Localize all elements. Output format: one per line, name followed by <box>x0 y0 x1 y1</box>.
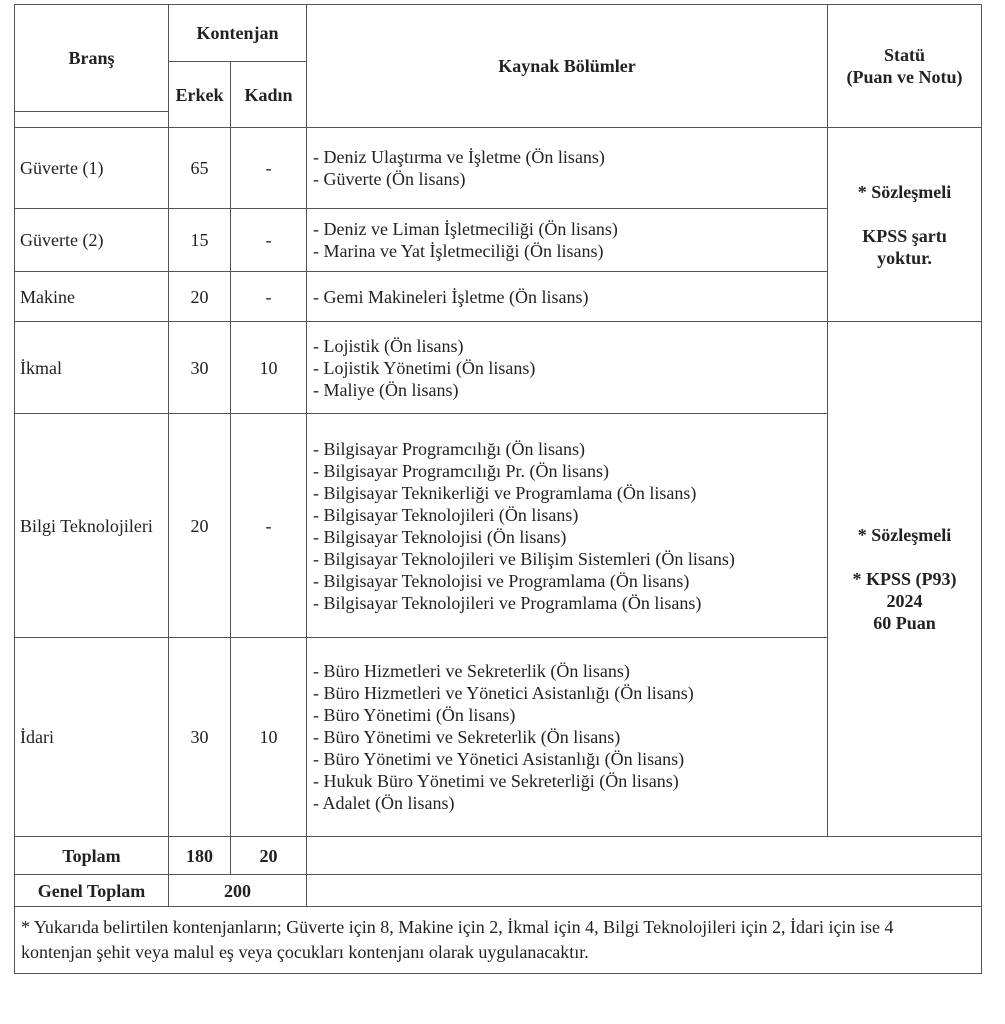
genel-toplam-empty <box>307 875 982 907</box>
source-item: - Büro Yönetimi ve Sekreterlik (Ön lisans) <box>313 727 621 747</box>
row-kadin: - <box>231 414 307 638</box>
status-2-line4: 60 Puan <box>873 613 936 633</box>
row-kadin: 10 <box>231 322 307 414</box>
row-erkek: 65 <box>169 128 231 209</box>
row-erkek: 20 <box>169 414 231 638</box>
source-item: - Büro Hizmetleri ve Sekreterlik (Ön lisans) <box>313 661 630 681</box>
source-item: - Bilgisayar Programcılığı Pr. (Ön lisans) <box>313 460 609 481</box>
row-kadin: - <box>231 272 307 322</box>
toplam-erkek: 180 <box>169 837 231 875</box>
source-item: - Güverte (Ön lisans) <box>313 169 466 189</box>
table-row <box>15 128 982 209</box>
row-sources <box>307 209 828 272</box>
row-sources <box>307 414 828 638</box>
source-item: - Büro Hizmetleri ve Yönetici Asistanlığı (Ön lisans) <box>313 683 694 703</box>
toplam-kadin: 20 <box>231 837 307 875</box>
source-item: - Büro Yönetimi ve Yönetici Asistanlığı (Ön lisans) <box>313 749 685 769</box>
row-kadin: 10 <box>231 638 307 837</box>
status-1-line1: * Sözleşmeli <box>857 181 952 202</box>
source-item: - Bilgisayar Teknolojileri ve Bilişim Sistemleri (Ön lisans) <box>313 548 735 569</box>
header-statu-line1: Statü <box>884 45 926 65</box>
source-item: - Marina ve Yat İşletmeciliği (Ön lisans) <box>313 241 604 261</box>
source-item: - Bilgisayar Programcılığı (Ön lisans) <box>313 438 585 459</box>
source-item: - Hukuk Büro Yönetimi ve Sekreterliği (Ön lisans) <box>313 771 679 791</box>
genel-toplam-value: 200 <box>169 875 307 907</box>
row-brans: Makine <box>15 272 169 322</box>
status-1-line2: KPSS şartı <box>862 225 947 246</box>
toplam-empty <box>307 837 982 875</box>
row-sources <box>307 322 828 414</box>
status-group-2 <box>828 322 982 837</box>
source-item: - Deniz ve Liman İşletmeciliği (Ön lisans) <box>313 219 618 239</box>
source-item: - Bilgisayar Teknolojileri ve Programlama (Ön lisans) <box>313 592 702 613</box>
source-item: - Gemi Makineleri İşletme (Ön lisans) <box>313 286 589 307</box>
genel-toplam-label: Genel Toplam <box>15 875 169 907</box>
status-2-line2: * KPSS (P93) <box>852 569 957 589</box>
header-row-1 <box>15 5 982 62</box>
source-item: - Bilgisayar Teknikerliği ve Programlama (Ön lisans) <box>313 482 697 503</box>
row-sources <box>307 638 828 837</box>
footnote-line2: kontenjan şehit veya malul eş veya çocukları kontenjanı olarak uygulanacaktır. <box>21 942 589 962</box>
status-2-line1: * Sözleşmeli <box>857 525 952 545</box>
row-brans: Güverte (1) <box>15 128 169 209</box>
source-item: - Bilgisayar Teknolojisi ve Programlama (Ön lisans) <box>313 570 690 591</box>
row-kadin: - <box>231 209 307 272</box>
row-erkek: 20 <box>169 272 231 322</box>
source-item: - Bilgisayar Teknolojileri (Ön lisans) <box>313 504 579 525</box>
header-brans: Branş <box>15 5 169 112</box>
row-brans: Güverte (2) <box>15 209 169 272</box>
source-item: - Maliye (Ön lisans) <box>313 379 459 400</box>
footnote <box>15 907 982 974</box>
row-brans: İkmal <box>15 322 169 414</box>
row-kadin: - <box>231 128 307 209</box>
totals-row <box>15 837 982 875</box>
source-item: - Bilgisayar Teknolojisi (Ön lisans) <box>313 526 567 547</box>
source-item: - Lojistik Yönetimi (Ön lisans) <box>313 357 536 378</box>
row-brans: İdari <box>15 638 169 837</box>
header-brans-spacer <box>15 112 169 128</box>
footnote-row <box>15 907 982 974</box>
source-item: - Adalet (Ön lisans) <box>313 793 455 813</box>
status-2-line3: 2024 <box>886 591 923 611</box>
source-item: - Deniz Ulaştırma ve İşletme (Ön lisans) <box>313 147 605 167</box>
table-row <box>15 322 982 414</box>
row-sources <box>307 272 828 322</box>
footnote-line1: * Yukarıda belirtilen kontenjanların; Güverte için 8, Makine için 2, İkmal için 4, Bilgi Teknolojileri için 2, İdari için ise 4 <box>21 917 894 937</box>
source-item: - Büro Yönetimi (Ön lisans) <box>313 705 516 725</box>
row-erkek: 30 <box>169 322 231 414</box>
status-1-line3: yoktur. <box>877 247 932 268</box>
toplam-label: Toplam <box>15 837 169 875</box>
grand-total-row <box>15 875 982 907</box>
header-statu <box>828 5 982 128</box>
source-item: - Lojistik (Ön lisans) <box>313 335 464 356</box>
row-sources <box>307 128 828 209</box>
document-page <box>14 4 981 974</box>
header-erkek: Erkek <box>169 62 231 128</box>
row-erkek: 15 <box>169 209 231 272</box>
row-brans: Bilgi Teknolojileri <box>15 414 169 638</box>
quota-table <box>14 4 982 974</box>
header-statu-line2: (Puan ve Notu) <box>846 67 963 87</box>
header-kadin: Kadın <box>231 62 307 128</box>
row-erkek: 30 <box>169 638 231 837</box>
status-group-1 <box>828 128 982 322</box>
header-kaynak: Kaynak Bölümler <box>307 5 828 128</box>
header-kontenjan: Kontenjan <box>169 5 307 62</box>
